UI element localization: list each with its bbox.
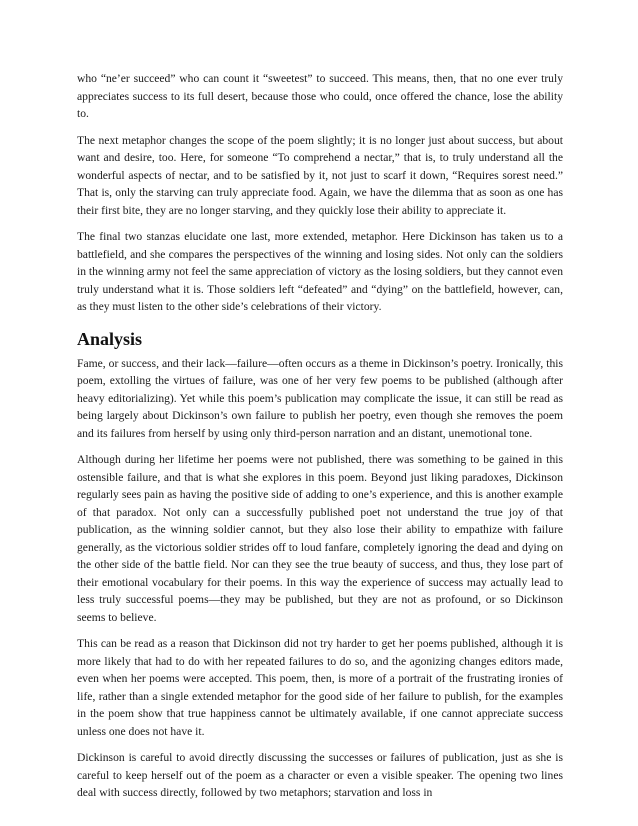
section-heading-analysis: Analysis xyxy=(77,328,143,349)
document-body xyxy=(77,70,563,811)
paragraph-analysis-publishing: This can be read as a reason that Dickinson did not try harder to get her poems published, although it is more likely that had to do with her repeated failures to do so, and the agonizing changes editors made, even when her poems were accepted. This poem, then, is more of a portrait of the frustrating ironies of life, rather than a single extended metaphor for the good side of her failure to publish, for the examples in the poem show that true happiness cannot be ultimately available, if one cannot appreciate success unless one does not have it. xyxy=(77,637,563,738)
paragraph-success-desert: who “ne’er succeed” who can count it “sweetest” to succeed. This means, then, that no one ever truly appreciates success to its full desert, because those who could, once offered the chance, lose the ability to. xyxy=(77,72,563,120)
paragraph-battlefield-metaphor: The final two stanzas elucidate one last, more extended, metaphor. Here Dickinson has taken us to a battlefield, and she compares the perspectives of the winning and losing sides. Not only can the soldiers in the winning army not feel the same appreciation of victory as the losing soldiers, but they cannot even truly understand what it is. Those soldiers left “defeated” and “dying” on the battlefield, however, can, as they must listen to the other side’s celebrations of their victory. xyxy=(77,230,563,313)
paragraph-analysis-careful: Dickinson is careful to avoid directly discussing the successes or failures of publication, just as she is careful to keep herself out of the poem as a character or even a visible speaker. The opening two lines deal with success directly, followed by two metaphors; starvation and loss in xyxy=(77,751,563,799)
paragraph-analysis-fame: Fame, or success, and their lack—failure—often occurs as a theme in Dickinson’s poetry. Ironically, this poem, extolling the virtues of failure, was one of her very few poems to be published (although after heavy editorializing). Yet while this poem’s publication may complicate the issue, it can still be read as being largely about Dickinson’s own failure to publish her poetry, even though she removes the poem and its failures from herself by using only third-person narration and an distant, unemotional tone. xyxy=(77,356,563,440)
paragraph-nectar-metaphor: The next metaphor changes the scope of the poem slightly; it is no longer just about success, but about want and desire, too. Here, for someone “To comprehend a nectar,” that is, to truly understand all the wonderful aspects of nectar, and to be satisfied by it, not just to scarf it down, “Requires sorest need.” That is, only the starving can truly appreciate food. Again, we have the dilemma that as soon as one has their first bite, they are no longer starving, and they quickly lose their ability to appreciate it. xyxy=(77,133,563,217)
paragraph-analysis-failure: Although during her lifetime her poems were not published, there was something to be gained in this ostensible failure, and that is what she explores in this poem. Beyond just liking paradoxes, Dickinson regularly sees pain as having the positive side of adding to one’s experience, and this is another example of that paradox. Not only can a successfully published poet not understand the true joy of that publication, as the winning soldier cannot, but they also lose their ability to empathize with failure generally, as the victorious soldier strides off to loud fanfare, completely ignoring the dead and dying on the other side of the battle field. Nor can they see the true beauty of success, and thus, they lose part of their emotional vocabulary for their poems. In this way the experience of success may actually lead to less truly successful poems—they may be published, but they are not as profound, or so Dickinson seems to believe. xyxy=(77,453,563,624)
